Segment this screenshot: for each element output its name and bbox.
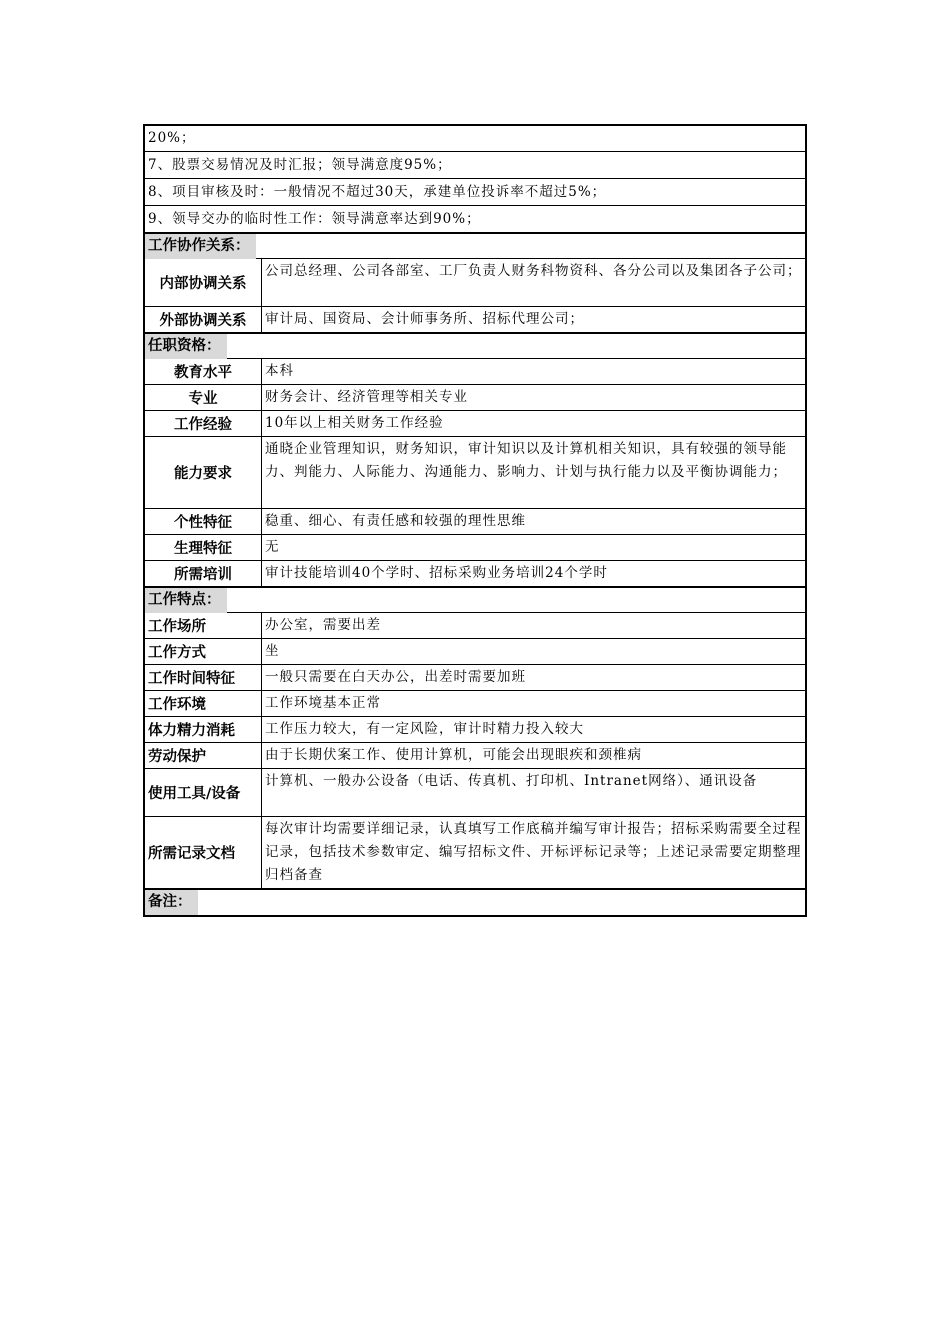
duty-text: 20%； — [148, 130, 196, 146]
field-value: 审计局、国资局、会计师事务所、招标代理公司； — [265, 311, 584, 327]
duty-row — [145, 206, 805, 234]
duty-text: 8、项目审核及时：一般情况不超过30天，承建单位投诉率不超过5%； — [148, 184, 607, 200]
field-value: 办公室，需要出差 — [265, 617, 381, 633]
field-value: 每次审计均需要详细记录，认真填写工作底稿并编写审计报告；招标采购需要全过程记录，包括技术参数审定、编写招标文件、开标评标记录等；上述记录需要定期整理归档备查 — [265, 821, 802, 883]
qualification-row — [145, 411, 805, 437]
section-heading-qualification — [145, 334, 805, 359]
external-cooperation-row — [145, 307, 805, 334]
field-label: 外部协调关系 — [145, 307, 262, 332]
field-value: 审计技能培训40个学时、招标采购业务培训24个学时 — [265, 565, 608, 581]
feature-row — [145, 691, 805, 717]
field-label: 劳动保护 — [145, 743, 262, 768]
field-value: 一般只需要在白天办公，出差时需要加班 — [265, 669, 526, 685]
duty-row — [145, 179, 805, 206]
duty-row — [145, 126, 805, 152]
job-description-table — [143, 124, 807, 917]
section-heading-cooperation — [145, 234, 805, 259]
field-value: 公司总经理、公司各部室、工厂负责人财务科物资科、各分公司以及集团各子公司； — [265, 263, 802, 279]
field-value: 由于长期伏案工作、使用计算机，可能会出现眼疾和颈椎病 — [265, 747, 642, 763]
feature-row — [145, 769, 805, 817]
field-value: 本科 — [265, 363, 294, 379]
field-label: 使用工具/设备 — [145, 769, 262, 816]
field-label: 教育水平 — [145, 359, 262, 384]
field-label: 能力要求 — [145, 437, 262, 508]
field-label: 内部协调关系 — [145, 259, 262, 306]
field-label: 个性特征 — [145, 509, 262, 534]
internal-cooperation-row — [145, 259, 805, 307]
qualification-row — [145, 509, 805, 535]
section-title: 备注： — [145, 890, 198, 915]
feature-row — [145, 817, 805, 890]
field-label: 工作环境 — [145, 691, 262, 716]
field-value: 10年以上相关财务工作经验 — [265, 415, 444, 431]
duty-row — [145, 152, 805, 179]
feature-row — [145, 613, 805, 639]
feature-row — [145, 639, 805, 665]
qualification-row — [145, 385, 805, 411]
field-label: 生理特征 — [145, 535, 262, 560]
qualification-row — [145, 437, 805, 509]
field-value: 工作环境基本正常 — [265, 695, 381, 711]
field-label: 工作时间特征 — [145, 665, 262, 690]
qualification-row — [145, 359, 805, 385]
section-heading-features — [145, 588, 805, 613]
feature-row — [145, 665, 805, 691]
field-value: 通晓企业管理知识，财务知识，审计知识以及计算机相关知识，具有较强的领导能力、判能力、人际能力、沟通能力、影响力、计划与执行能力以及平衡协调能力； — [265, 441, 787, 480]
field-label: 工作方式 — [145, 639, 262, 664]
field-value: 工作压力较大，有一定风险，审计时精力投入较大 — [265, 721, 584, 737]
section-title: 工作协作关系： — [145, 234, 256, 259]
field-label: 工作经验 — [145, 411, 262, 436]
field-label: 专业 — [145, 385, 262, 410]
field-value: 无 — [265, 539, 280, 555]
field-value: 计算机、一般办公设备（电话、传真机、打印机、Intranet网络）、通讯设备 — [265, 773, 758, 789]
qualification-row — [145, 561, 805, 588]
duty-text: 9、领导交办的临时性工作：领导满意率达到90%； — [148, 211, 481, 227]
field-label: 体力精力消耗 — [145, 717, 262, 742]
field-label: 工作场所 — [145, 613, 262, 638]
field-value: 财务会计、经济管理等相关专业 — [265, 389, 468, 405]
section-title: 任职资格： — [145, 334, 227, 359]
qualification-row — [145, 535, 805, 561]
field-label: 所需记录文档 — [145, 817, 262, 888]
field-value: 坐 — [265, 643, 280, 659]
field-label: 所需培训 — [145, 561, 262, 586]
feature-row — [145, 717, 805, 743]
feature-row — [145, 743, 805, 769]
section-title: 工作特点： — [145, 588, 227, 613]
field-value: 稳重、细心、有责任感和较强的理性思维 — [265, 513, 526, 529]
duty-text: 7、股票交易情况及时汇报；领导满意度95%； — [148, 157, 452, 173]
section-heading-remarks — [145, 890, 805, 915]
